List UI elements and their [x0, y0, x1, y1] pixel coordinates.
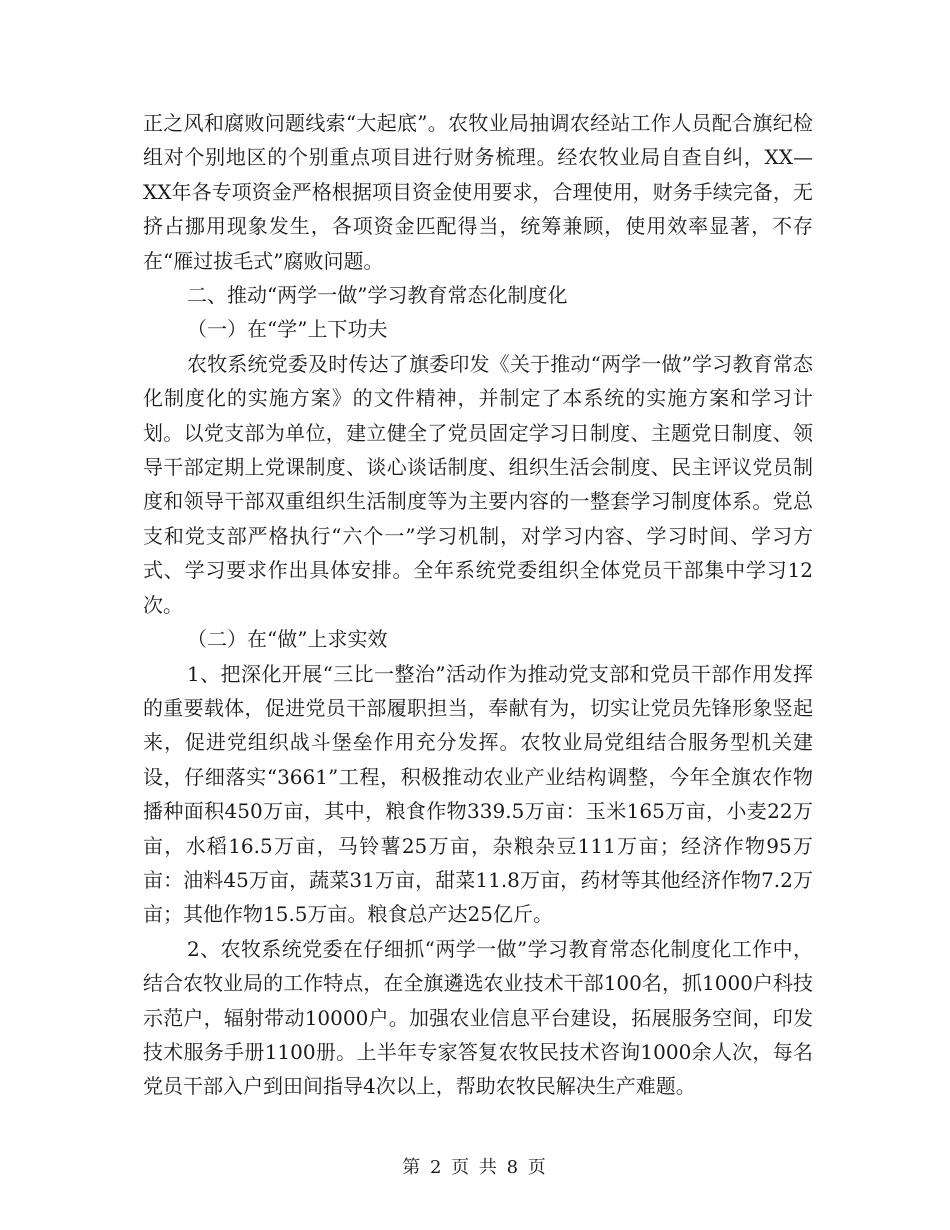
subsection-heading-action: （二）在“做”上求实效	[187, 627, 388, 652]
document-body	[143, 106, 813, 1104]
paragraph-item-1: 1、把深化开展“三比一整治”活动作为推动党支部和党员干部作用发挥的重要载体，促进党员干部履职担当，奉献有为，切实让党员先锋形象竖起来，促进党组织战斗堡垒作用充分发挥。农牧业局党组结合服务型机关建设，仔细落实“3661”工程，积极推动农业产业结构调整，今年全旗农作物播种面积450万亩，其中，粮食作物339.5万亩：玉米165万亩，小麦22万亩，水稻16.5万亩，马铃薯25万亩，杂粮杂豆111万亩；经济作物95万亩：油料45万亩，蔬菜31万亩，甜菜11.8万亩，药材等其他经济作物7.2万亩；其他作物15.5万亩。粮食总产达25亿斤。	[143, 661, 813, 927]
subsection-heading-study: （一）在“学”上下功夫	[187, 317, 388, 342]
paragraph-continued: 正之风和腐败问题线索“大起底”。农牧业局抽调农经站工作人员配合旗纪检组对个别地区的个别重点项目进行财务梳理。经农牧业局自查自纠，XX—XX年各专项资金严格根据项目资金使用要求，合理使用，财务手续完备，无挤占挪用现象发生，各项资金匹配得当，统筹兼顾，使用效率显著，不存在“雁过拔毛式”腐败问题。	[143, 111, 813, 273]
page-number-footer: 第 2 页 共 8 页	[402, 1157, 548, 1178]
paragraph-study: 农牧系统党委及时传达了旗委印发《关于推动“两学一做”学习教育常态化制度化的实施方案》的文件精神，并制定了本系统的实施方案和学习计划。以党支部为单位，建立健全了党员固定学习日制度、主题党日制度、领导干部定期上党课制度、谈心谈话制度、组织生活会制度、民主评议党员制度和领导干部双重组织生活制度等为主要内容的一整套学习制度体系。党总支和党支部严格执行“六个一”学习机制，对学习内容、学习时间、学习方式、学习要求作出具体安排。全年系统党委组织全体党员干部集中学习12次。	[143, 351, 813, 617]
section-heading-two: 二、推动“两学一做”学习教育常态化制度化	[187, 283, 568, 308]
paragraph-item-2: 2、农牧系统党委在仔细抓“两学一做”学习教育常态化制度化工作中，结合农牧业局的工作特点，在全旗遴选农业技术干部100名，抓1000户科技示范户，辐射带动10000户。加强农业信息平台建设，拓展服务空间，印发技术服务手册1100册。上半年专家答复农牧民技术咨询1000余人次，每名党员干部入户到田间指导4次以上，帮助农牧民解决生产难题。	[143, 936, 813, 1099]
